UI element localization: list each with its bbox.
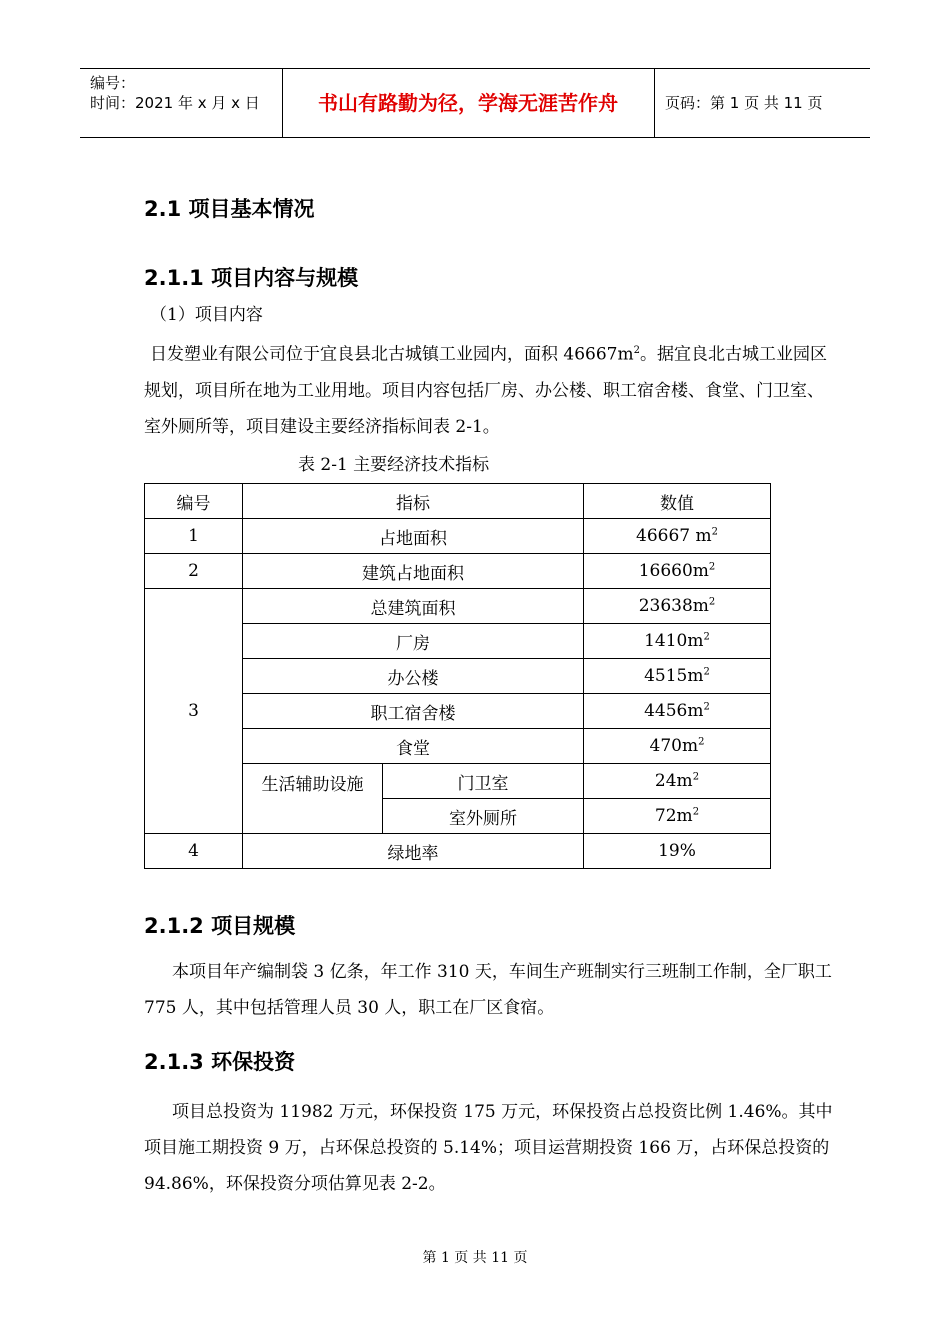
table-cell: 厂房 — [243, 624, 584, 659]
table-row — [145, 834, 771, 869]
table-cell: 办公楼 — [243, 659, 584, 694]
table-cell — [584, 694, 771, 729]
table-cell: 室外厕所 — [383, 799, 584, 834]
superscript: 2 — [633, 345, 640, 356]
paragraph-text-b: 。据宜良北古城工业园区规划，项目所在地为工业用地。项目内容包括厂房、办公楼、职工宿舍楼、食堂、门卫室、室外厕所等，项目建设主要经济指标间表 2-1。 — [144, 344, 827, 437]
cell-value: 23638m — [638, 596, 709, 616]
subsection-title-2-1-3: 2.1.3 环保投资 — [144, 1050, 296, 1074]
superscript: 2 — [692, 806, 700, 818]
superscript: 2 — [703, 701, 710, 713]
cell-value: 46667 m — [636, 526, 712, 546]
table-cell: 4 — [145, 834, 243, 869]
economic-indicators-table — [144, 483, 771, 869]
table-cell — [584, 799, 771, 834]
paragraph-env-investment: 项目总投资为 11982 万元，环保投资 175 万元，环保投资占总投资比例 1.46%。其中项目施工期投资 9 万，占环保总投资的 5.14%；项目运营期投资 166 万，占环保总投资的 94.86%，环保投资分项估算见表 2-2。 — [144, 1102, 833, 1194]
header-motto: 书山有路勤为径，学海无涯苦作舟 — [318, 91, 618, 115]
superscript: 2 — [708, 596, 716, 608]
table-cell: 3 — [145, 589, 243, 834]
table-cell: 19% — [584, 834, 771, 869]
table-cell — [584, 659, 771, 694]
table-caption: 表 2-1 主要经济技术指标 — [298, 455, 490, 475]
table-cell — [584, 519, 771, 554]
table-header-cell: 编号 — [145, 484, 243, 519]
header-page-info: 页码：第 1 页 共 11 页 — [665, 94, 823, 112]
header-left — [90, 73, 260, 113]
table-cell: 职工宿舍楼 — [243, 694, 584, 729]
table-header-cell: 数值 — [584, 484, 771, 519]
table-cell — [584, 729, 771, 764]
table-row — [145, 484, 771, 519]
table-cell: 建筑占地面积 — [243, 554, 584, 589]
table-row — [145, 519, 771, 554]
table-cell: 食堂 — [243, 729, 584, 764]
cell-value: 4456m — [644, 701, 704, 721]
superscript: 2 — [708, 561, 716, 573]
subsection-title-2-1-2: 2.1.2 项目规模 — [144, 914, 296, 938]
table-cell: 占地面积 — [243, 519, 584, 554]
number-label: 编号： — [90, 74, 136, 92]
table-cell — [584, 589, 771, 624]
superscript: 2 — [703, 666, 710, 678]
cell-value: 4515m — [644, 666, 704, 686]
table-cell — [584, 554, 771, 589]
page-footer: 第 1 页 共 11 页 — [422, 1250, 528, 1266]
table-row — [145, 589, 771, 624]
time-label: 时间：2021 年 x 月 x 日 — [90, 94, 260, 112]
table-cell: 生活辅助设施 — [243, 764, 383, 834]
cell-value: 24m — [654, 771, 693, 791]
subsection-title-2-1-1: 2.1.1 项目内容与规模 — [144, 266, 359, 290]
table-header-cell: 指标 — [243, 484, 584, 519]
cell-value: 16660m — [638, 561, 709, 581]
table-cell: 绿地率 — [243, 834, 584, 869]
table-cell: 1 — [145, 519, 243, 554]
superscript: 2 — [698, 736, 705, 748]
subheading-project-content: （1）项目内容 — [150, 305, 263, 325]
table-cell — [584, 624, 771, 659]
table-cell: 2 — [145, 554, 243, 589]
page-header — [80, 68, 870, 138]
section-title: 2.1 项目基本情况 — [144, 197, 315, 221]
header-divider — [654, 69, 655, 137]
cell-value: 72m — [654, 806, 693, 826]
paragraph-project-scale: 本项目年产编制袋 3 亿条，年工作 310 天，车间生产班制实行三班制工作制，全厂职工 775 人，其中包括管理人员 30 人，职工在厂区食宿。 — [144, 962, 832, 1018]
superscript: 2 — [703, 631, 710, 643]
table-row — [145, 554, 771, 589]
superscript: 2 — [711, 526, 718, 538]
table-cell: 门卫室 — [383, 764, 584, 799]
paragraph-text-a: 日发塑业有限公司位于宜良县北古城镇工业园内，面积 46667m — [150, 344, 634, 365]
table-cell: 总建筑面积 — [243, 589, 584, 624]
cell-value: 1410m — [644, 631, 704, 651]
paragraph-project-content — [144, 333, 834, 445]
table-cell — [584, 764, 771, 799]
cell-value: 470m — [649, 736, 699, 756]
superscript: 2 — [692, 771, 700, 783]
